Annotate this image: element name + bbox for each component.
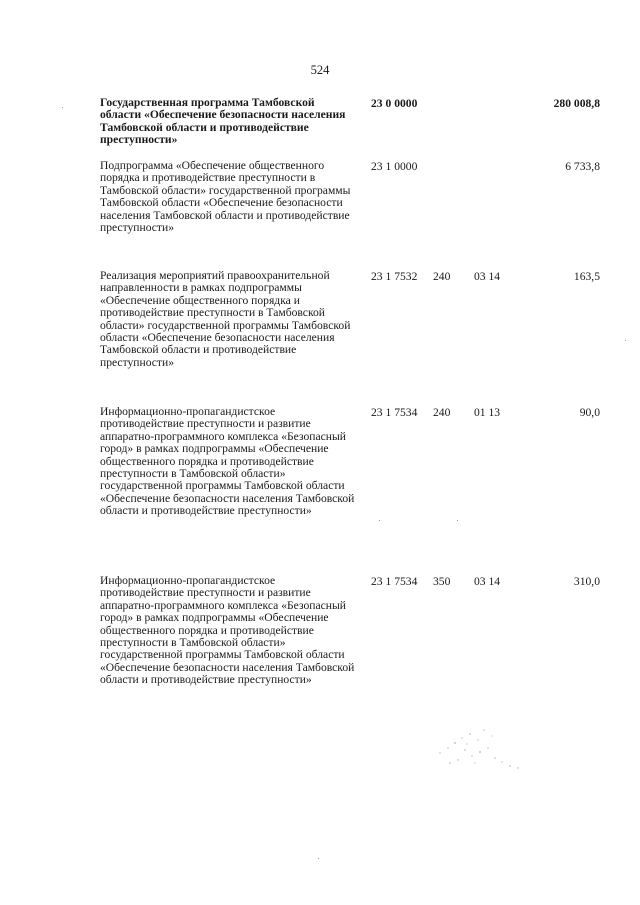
row-description: Информационно-пропагандистское противодействие преступности и развитие аппаратно-программного комплекса «Безопасный город» в рамках подпрограммы «Обеспечение общественного порядка и противодействие преступности в Тамбовской области» государственной программы Тамбовской области «Обеспечение безопасности населения Тамбовской области и противодействие преступности» [100,405,355,518]
row-section: 03 14 [474,270,501,283]
row-description: Информационно-пропагандистское противодействие преступности и развитие аппаратно-программного комплекса «Безопасный город» в рамках подпрограммы «Обеспечение общественного порядка и противодействие преступности в Тамбовской области» государственной программы Тамбовской области «Обеспечение безопасности населения Тамбовской области и противодействие преступности» [100,574,355,687]
row-code: 23 0 0000 [371,97,418,110]
scan-speck [625,340,626,341]
scan-speck [379,520,380,521]
row-section: 03 14 [474,575,501,588]
scan-speck [457,520,458,521]
row-amount: 90,0 [579,406,600,419]
scan-speck [62,107,63,108]
scan-speck [318,858,319,859]
row-amount: 6 733,8 [565,160,600,173]
row-amount: 280 008,8 [553,97,600,110]
row-expense-type: 350 [433,575,451,588]
row-expense-type: 240 [433,270,451,283]
row-expense-type: 240 [433,406,451,419]
row-description: Государственная программа Тамбовской области «Обеспечение безопасности населения Тамбовской области и противодействие преступности» [100,96,346,147]
row-section: 01 13 [474,406,501,419]
row-code: 23 1 0000 [371,160,418,173]
row-description: Подпрограмма «Обеспечение общественного порядка и противодействие преступности в Тамбовской области» государственной программы Тамбовской области «Обеспечение безопасности населения Тамбовской области и противодействие преступности» [100,159,351,235]
row-description: Реализация мероприятий правоохранительной направленности в рамках подпрограммы «Обеспечение общественного порядка и противодействие преступности в Тамбовской области» государственной программы Тамбовской области «Обеспечение безопасности населения Тамбовской области и противодействие преступности» [100,269,351,369]
row-amount: 163,5 [573,270,600,283]
faint-stamp-mark [420,718,540,778]
row-code: 23 1 7534 [371,406,418,419]
row-code: 23 1 7532 [371,270,418,283]
page-number: 524 [310,63,330,77]
row-amount: 310,0 [573,575,600,588]
row-code: 23 1 7534 [371,575,418,588]
